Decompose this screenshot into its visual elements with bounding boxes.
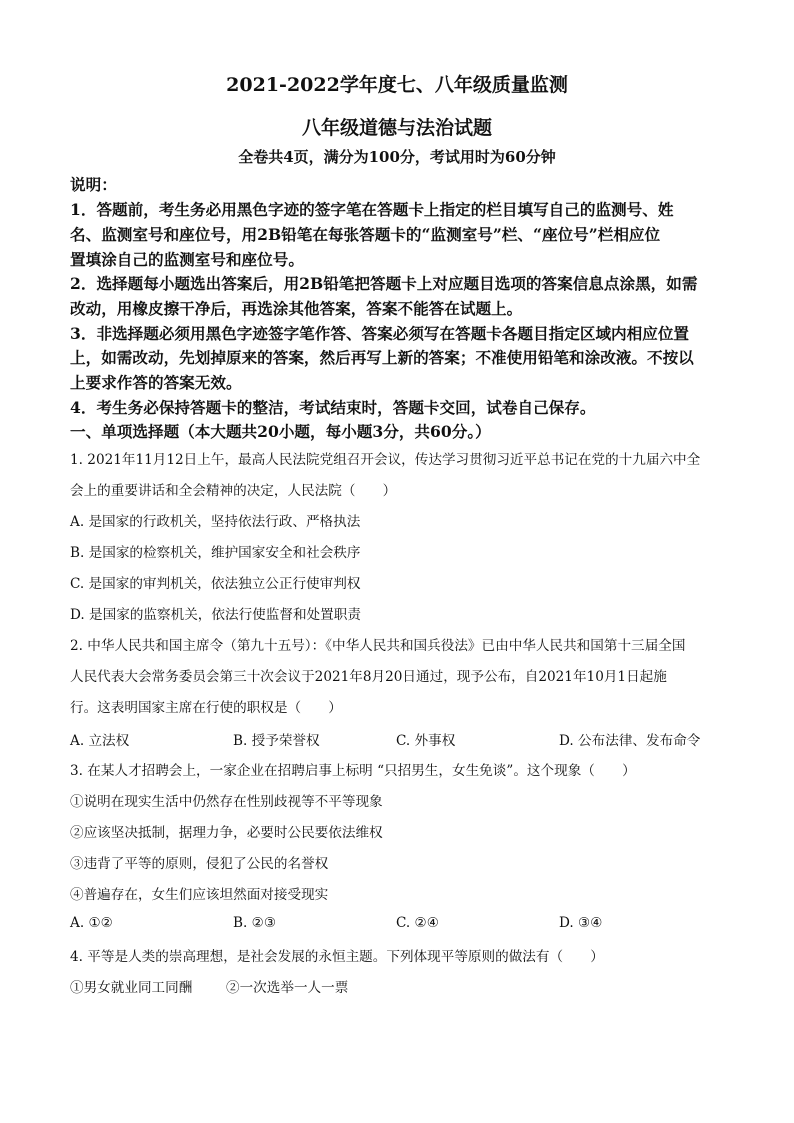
exam-subtitle: 八年级道德与法治试题 bbox=[301, 117, 492, 139]
exam-info: 全卷共4页，满分为100分，考试用时为60分钟 bbox=[238, 148, 556, 166]
question-1-stem: 会上的重要讲话和全会精神的决定，人民法院（ ） bbox=[70, 483, 397, 499]
instruction-line: 上，如需改动，先划掉原来的答案，然后再写上新的答案；不准使用铅笔和涂改液。不按以 bbox=[70, 348, 694, 367]
question-4-stem: 4. 平等是人类的崇高理想，是社会发展的永恒主题。下列体现平等原则的做法有（ ） bbox=[70, 949, 604, 965]
question-3-statement: ③违背了平等的原则，侵犯了公民的名誉权 bbox=[70, 856, 329, 872]
question-1-option-c: C. 是国家的审判机关，依法独立公正行使审判权 bbox=[70, 576, 361, 592]
question-3-option-c: C. ②④ bbox=[396, 915, 439, 931]
instruction-line: 上要求作答的答案无效。 bbox=[70, 373, 242, 392]
question-2-stem: 人民代表大会常务委员会第三十次会议于2021年8月20日通过，现予公布，自2021年10月1日起施 bbox=[70, 669, 667, 685]
instruction-line: 改动，用橡皮擦干净后，再选涂其他答案，答案不能答在试题上。 bbox=[70, 299, 523, 318]
question-1-stem: 1. 2021年11月12日上午，最高人民法院党组召开会议，传达学习贯彻习近平总书记在党的十九届六中全 bbox=[70, 452, 701, 468]
question-3-statement: ④普遍存在，女生们应该坦然面对接受现实 bbox=[70, 887, 329, 903]
question-3-option-d: D. ③④ bbox=[559, 915, 603, 931]
question-3-stem: 3. 在某人才招聘会上，一家企业在招聘启事上标明 “只招男生，女生免谈”。这个现象（ ） bbox=[70, 763, 636, 779]
question-2-option-b: B. 授予荣誉权 bbox=[233, 733, 320, 749]
question-2-option-a: A. 立法权 bbox=[70, 733, 130, 749]
instruction-line: 2．选择题每小题选出答案后，用2B铅笔把答题卡上对应题目选项的答案信息点涂黑，如需 bbox=[70, 274, 698, 293]
question-1-option-d: D. 是国家的监察机关，依法行使监督和处置职责 bbox=[70, 607, 361, 623]
question-3-option-a: A. ①② bbox=[70, 915, 113, 931]
question-2-option-d: D. 公布法律、发布命令 bbox=[559, 733, 701, 749]
question-2-stem: 行。这表明国家主席在行使的职权是（ ） bbox=[70, 700, 342, 716]
instruction-line: 置填涂自己的监测室号和座位号。 bbox=[70, 250, 304, 269]
question-2-option-c: C. 外事权 bbox=[396, 733, 456, 749]
instruction-line: 3．非选择题必须用黑色字迹签字笔作答、答案必须写在答题卡各题目指定区域内相应位置 bbox=[70, 324, 690, 343]
question-3-statement: ①说明在现实生活中仍然存在性别歧视等不平等现象 bbox=[70, 794, 383, 810]
question-3-statement: ②应该坚决抵制，据理力争，必要时公民要依法维权 bbox=[70, 825, 383, 841]
instruction-line: 1．答题前，考生务必用黑色字迹的签字笔在答题卡上指定的栏目填写自己的监测号、姓 bbox=[70, 200, 674, 219]
instructions-heading: 说明： bbox=[70, 175, 117, 194]
question-4-statement: ②一次选举一人一票 bbox=[226, 980, 349, 996]
question-1-option-a: A. 是国家的行政机关，坚持依法行政、严格执法 bbox=[70, 514, 361, 530]
instruction-line: 名、监测室号和座位号，用2B铅笔在每张答题卡的“监测室号”栏、“座位号”栏相应位 bbox=[70, 225, 661, 244]
instruction-line: 4．考生务必保持答题卡的整洁，考试结束时，答题卡交回，试卷自己保存。 bbox=[70, 398, 596, 417]
question-4-statement: ①男女就业同工同酬 bbox=[70, 980, 193, 996]
exam-title: 2021-2022学年度七、八年级质量监测 bbox=[226, 74, 568, 96]
section-heading: 一、单项选择题（本大题共20小题，每小题3分，共60分。） bbox=[70, 422, 491, 441]
question-2-stem: 2. 中华人民共和国主席令（第九十五号）：《中华人民共和国兵役法》已由中华人民共和国第十三届全国 bbox=[70, 638, 686, 654]
question-1-option-b: B. 是国家的检察机关，维护国家安全和社会秩序 bbox=[70, 545, 361, 561]
question-3-option-b: B. ②③ bbox=[233, 915, 277, 931]
